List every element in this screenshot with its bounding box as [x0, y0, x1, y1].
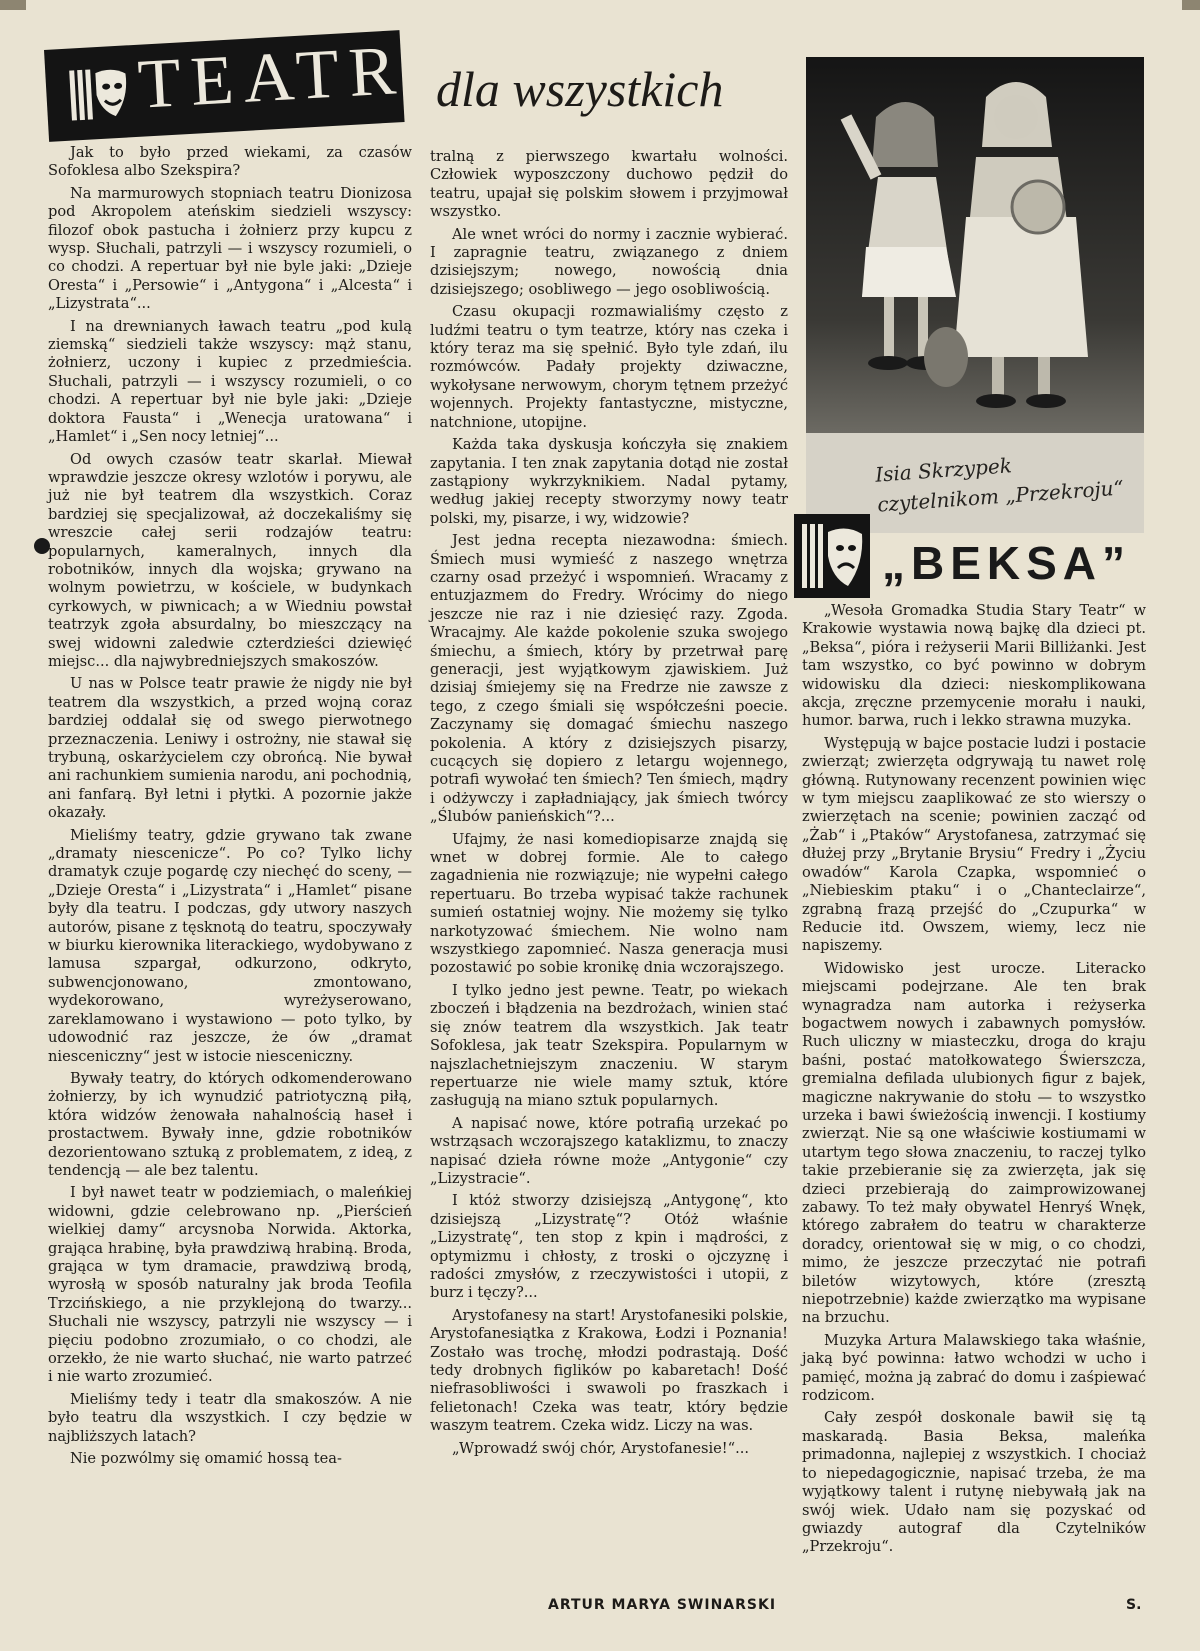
paragraph: tralną z pierwszego kwartału wolności. Człowiek wyposzczony duchowo pędził do teatru, upajał się polskim słowem i przyjmował wszystko. [430, 148, 788, 221]
paragraph: U nas w Polsce teatr prawie że nigdy nie był teatrem dla wszystkich, a przed wojną coraz bardziej oddalał się od swego pierwotnego przeznaczenia. Leniwy i ostrożny, nie stawał się trybuną, oskarżycielem czy obrońcą. Nie bywał ani rachunkiem sumienia narodu, ani pochodnią, ani fanfarą. Był letni i płytki. A pozornie jakże okazały. [48, 675, 412, 822]
paragraph: Na marmurowych stopniach teatru Dionizosa pod Akropolem ateńskim siedzieli wszyscy: filozof obok pastucha i żołnierz przy kupcu z wysp. Słuchali, patrzyli — i wszyscy rozumieli, o co chodzi. A repertuar był nie byle jaki: „Dzieje Oresta“ i „Persowie“ i „Antygona“ i „Alcesta“ i „Lizystrata“... [48, 184, 412, 313]
author-signature: ARTUR MARYA SWINARSKI [548, 1597, 777, 1613]
beksa-column [802, 602, 1146, 1561]
paragraph: Arystofanesy na start! Arystofanesiki polskie, Arystofanesiątka z Krakowa, Łodzi i Poznania! Zostało was trochę, młodzi podrastają. Dość tedy drobnych figlików po kabaretach! Dość niefrasobliwości i swawoli po fraszkach i felietonach! Czeka was teatr, który będzie waszym teatrem. Czeka widz. Liczy na was. [430, 1306, 788, 1435]
paragraph: Czasu okupacji rozmawialiśmy często z ludźmi teatru o tym teatrze, który nas czeka i który teraz ma się spełnić. Było tyle zdań, ilu rozmówców. Padały projekty dziwaczne, wykołysane nerwowym, chorym tętnem przeżyć wojennych. Projekty fantastyczne, mistyczne, natchnione, utopijne. [430, 303, 788, 431]
paragraph: I na drewnianych ławach teatru „pod kulą ziemską“ siedzieli także wszyscy: mąż stanu, żołnierz, uczony i kupiec z przedmieścia. Słuchali, patrzyli — i wszyscy rozumieli, o co chodzi. A repertuar był nie byle jaki: „Dzieje doktora Fausta“ i „Wenecja uratowana“ i „Hamlet“ i „Sen nocy letniej“... [48, 317, 412, 446]
paragraph: Jak to było przed wiekami, za czasów Sofoklesa albo Szekspira? [48, 144, 412, 180]
paragraph: A napisać nowe, które potrafią urzekać po wstrząsach wczorajszego kataklizmu, to znaczy napisać dzieła równe może „Antygonie“ czy „Lizystracie“. [430, 1114, 788, 1187]
paragraph: Nie pozwólmy się omamić hossą tea- [70, 1450, 342, 1468]
paragraph: Mieliśmy teatry, gdzie grywano tak zwane „dramaty niescenicze“. Po co? Tylko lichy dramatyk czuje pogardę czy niechęć do sceny, — „Dzieje Oresta“ i „Lizystrata“ i „Hamlet“ pisane były dla teatru. I podczas, gdy utwory naszych autorów, pisane z tęsknotą do teatru, spoczywały w biurku kierownika literackiego, wydobywano z lamusa szpargał, odkurzono, odkryto, subwencjonowano, zmontowano, wydekorowano, wyreżyserowano, zareklamowano i wystawiono — poto tylko, by udowodnić raz jeszcze, że ów „dramat niesceniczny“ jest w istocie niesceniczny. [48, 826, 412, 1065]
beksa-title: „BEKSA” [882, 537, 1132, 589]
header-banner [44, 30, 408, 142]
header-title: TEATR [135, 31, 408, 124]
paragraph: Ale wnet wróci do normy i zacznie wybierać. I zapragnie teatru, związanego z dniem dzisiejszym; nowego, nowością dnia dzisiejszego; osobliwego — jego osobliwością. [430, 225, 788, 298]
paragraph: Każda taka dyskusja kończyła się znakiem zapytania. I ten znak zapytania dotąd nie został zastąpiony wykrzyknikiem. Nadal pytamy, według jakiej recepty stworzymy nowy teatr polski, my, pisarze, i wy, widzowie? [430, 436, 788, 527]
paragraph: Występują w bajce postacie ludzi i postacie zwierząt; zwierzęta odgrywają tu nawet rolę główną. Rutynowany recenzent powinien więc w tym miejscu zaaplikować ze sto wierszy o zwierzętach na scenie; powinien zacząć od „Żab“ i „Ptaków“ Arystofanesa, zatrzymać się dłużej przy „Brytanie Brysiu“ Fredry i „Życiu owadów“ Karola Czapka, wspomnieć o „Niebieskim ptaku“ i o „Chanteclairze“, zgrabną frazą przejść do „Czupurka“ w Reducie itd. Owszem, wiemy, lecz nie napiszemy. [802, 734, 1146, 955]
page-corner-mark-right [1182, 0, 1200, 10]
paragraph: I tylko jedno jest pewne. Teatr, po wiekach zboczeń i błądzenia na bezdrożach, winien stać się znów teatrem dla wszystkich. Jak teatr Sofoklesa, jak teatr Szekspira. Popularnym w najszlachetniejszym znaczeniu. W starym repertuarze nie wiele mamy sztuk, które zasługują na miano sztuk popularnych. [430, 981, 788, 1110]
paragraph: Bywały teatry, do których odkomenderowano żołnierzy, by ich wynudzić patriotyczną piłą, która widzów żenowała nahalnością haseł i prostactwem. Bywały inne, gdzie robotników dezorientowano sztuką z problematem, z ideą, z tendencją — ale bez talentu. [48, 1069, 412, 1179]
paragraph: „Wesoła Gromadka Studia Stary Teatr“ w Krakowie wystawia nową bajkę dla dzieci pt. „Beksa“, pióra i reżyserii Marii Billiżanki. Jest tam wszystko, co być powinno w dobrym widowisku dla dzieci: nieskomplikowana akcja, zręczne przemycenie morału i nauki, humor. barwa, ruch i lekko strawna muzyka. [802, 602, 1146, 730]
theatre-mask-icon [67, 63, 132, 124]
paragraph: Ufajmy, że nasi komediopisarze znajdą się wnet w dobrej formie. Ale to całego zagadnienia nie rozwiązuje; nie wypełni całego repertuaru. Bo trzeba wypisać także rachunek sumień ostatniej wojny. Nie możemy się tylko narkotyzować śmiechem. Nie wolno nam wszystkiego zapomnieć. Nasza generacja musi pozostawić po sobie kronikę dnia wczorajszego. [430, 830, 788, 977]
children-photo-image [806, 57, 1144, 433]
header-subtitle: dla wszystkich [436, 61, 724, 117]
paragraph: Muzyka Artura Malawskiego taka właśnie, jaką być powinna: łatwo wchodzi w ucho i pamięć, można ją zabrać do domu i zaśpiewać rodzicom. [802, 1331, 1146, 1405]
theatre-mask-icon [794, 514, 870, 598]
paragraph: Od owych czasów teatr skarlał. Miewał wprawdzie jeszcze okresy wzlotów i porywu, ale już nie był teatrem dla wszystkich. Coraz bardziej się specjalizował, aż doczekaliśmy się wreszcie całej serii rodzajów teatru: popularnych, kameralnych, innych dla robotników, innych dla wojska; grywano na wolnym powietrzu, w kościele, w budynkach cyrkowych, w piwnicach; a w Wiedniu powstał teatrzyk zgoła absurdalny, bo mieszczący na swej widowni zaledwie czterdzieści dziewięć miejsc... dla najwybredniejszych smakoszów. [48, 450, 412, 670]
paragraph: I któż stworzy dzisiejszą „Antygonę“, kto dzisiejszą „Lizystratę“? Otóż właśnie „Lizystratę“, ten stop z kpin i mądrości, z optymizmu i chłosty, z troski o ojczyznę i radości zmysłów, z rzeczywistości i utopii, z burz i tęczy?... [430, 1192, 788, 1302]
page-corner-mark [0, 0, 26, 10]
paragraph: I był nawet teatr w podziemiach, o maleńkiej widowni, gdzie celebrowano np. „Pierścień wielkiej damy“ arcysnoba Norwida. Aktorka, grająca hrabinę, była prawdziwą hrabiną. Broda, grająca w tym dramacie, prawdziwą brodą, wyrosłą w sposób naturalny jak broda Teofila Trzcińskiego, a nie przyklejoną do twarzy... Słuchali nie wszyscy, patrzyli nie wszyscy — i pięciu podobno zrozumiało, o co chodzi, ale orzekło, że nie warto słuchać, nie warto patrzeć i nie warto zrozumieć. [48, 1184, 412, 1386]
handwritten-caption: Isia Skrzypek czytelnikom „Przekroju“ [874, 453, 1125, 517]
paragraph: Cały zespół doskonale bawił się tą maskaradą. Basia Beksa, maleńka primadonna, najlepiej z wszystkich. I chociaż to niepedagogicznie, napisać trzeba, że ma wyjątkowy talent i rutynę niebywałą jak na swój wiek. Udało nam się pozyskać od gwiazdy autograf dla Czytelników „Przekroju“. [802, 1409, 1146, 1556]
beksa-signature: S. [1126, 1597, 1142, 1613]
paragraph: Widowisko jest urocze. Literacko miejscami podejrzane. Ale ten brak wynagradza nam autorka i reżyserka bogactwem nowych i zabawnych pomysłów. Ruch uliczny w miasteczku, droga do kraju baśni, postać matołkowatego Świerszcza, gremialna defilada ulubionych figur z bajek, magiczne nakrywanie do stołu — to wszystko urzeka i bawi świeżością inwencji. I kostiumy zwierząt. Nie są one właściwie kostiumami w utartym tego słowa znaczeniu, to raczej tylko takie przebieranie się za zwierzęta, jak się dzieci przebierają do zaimprowizowanej zabawy. To też mały obywatel Henryś Wnęk, którego zabrałem do teatru w charakterze doradcy, orientował się w mig, o co chodzi, mimo, że jeszcze przeczytać nie potrafi biletów wizytowych, które (zresztą niepotrzebnie) każde zwierzątko ma wypisane na brzuchu. [802, 959, 1146, 1327]
paragraph: „Wprowadź swój chór, Arystofanesie!“... [452, 1439, 750, 1457]
paragraph: Jest jedna recepta niezawodna: śmiech. Śmiech musi wymieść z naszego wnętrza czarny osad przeżyć i wspomnień. Wracamy z entuzjazmem do Fredry. Wrócimy do niego jeszcze nie raz i nie dziesięć razy. Zgoda. Wracajmy. Ale każde pokolenie szuka swojego śmiechu, a śmiech, który by przetrwał parę generacji, jest wyjątkowym zjawiskiem. Już dzisiaj śmiejemy się na Fredrze nie zawsze z tego, z czego śmiali się współcześni poecie. Zaczynamy się domagać śmiechu naszego pokolenia. A który z dzisiejszych pisarzy, cucących się dopiero z letargu wojennego, potrafi wywołać ten śmiech? Ten śmiech, mądry i odżywczy i zapładniający, jak śmiech twórcy „Ślubów panieńskich“?... [430, 532, 788, 826]
article-column-2 [430, 148, 788, 1462]
article-column-1 [48, 144, 412, 1472]
photo [806, 57, 1144, 533]
paragraph: Mieliśmy tedy i teatr dla smakoszów. A nie było teatru dla wszystkich. I czy będzie w najbliższych latach? [48, 1390, 412, 1445]
